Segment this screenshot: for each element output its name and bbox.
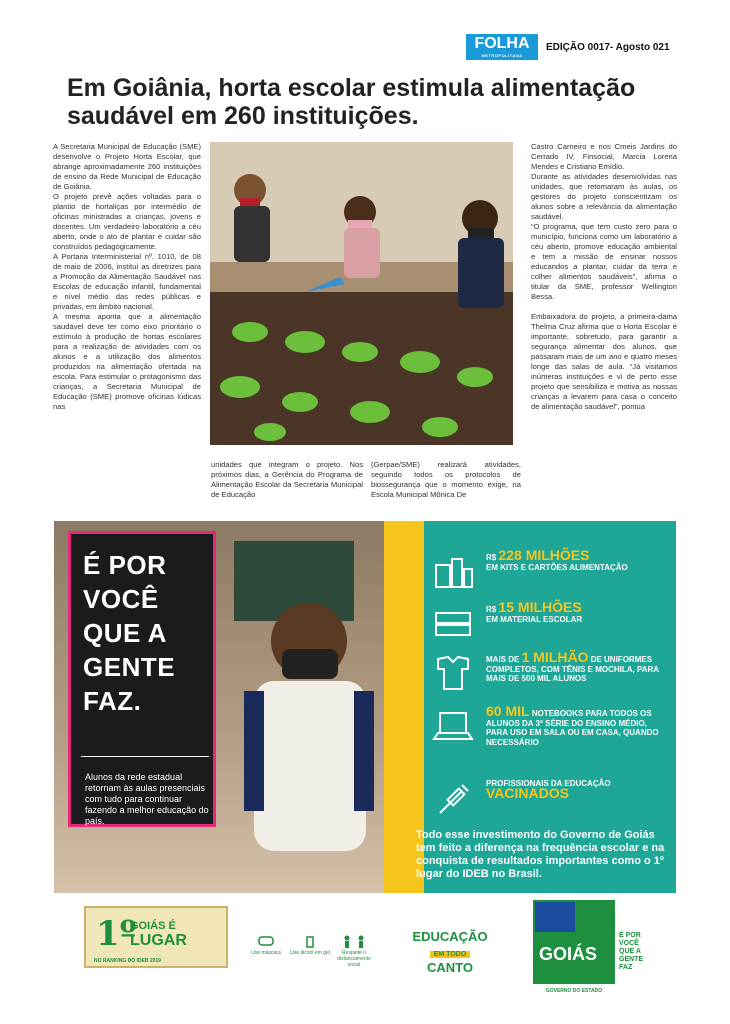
stat-value: 15 MILHÕES xyxy=(498,599,582,615)
headline xyxy=(67,74,667,130)
distancing-icon xyxy=(342,934,366,948)
slogan-line: QUE A xyxy=(83,618,167,648)
education-logo xyxy=(405,930,495,974)
alcohol-gel-icon xyxy=(300,934,320,948)
logo-subtitle: METROPOLITANA xyxy=(481,53,523,58)
tagline-line: É POR xyxy=(619,932,641,939)
goias-government-logo xyxy=(533,900,615,994)
ad-caption: Alunos da rede estadual retornam às aulas presenciais com tudo para continuar fazendo a melhor educação do país. xyxy=(85,772,209,826)
stat-item xyxy=(432,779,672,827)
article-column-4 xyxy=(531,142,677,412)
stat-prefix: PROFISSIONAIS DA EDUCAÇÃO xyxy=(486,779,611,788)
slogan-line: FAZ. xyxy=(83,686,142,716)
laptop-icon xyxy=(432,707,474,747)
headline-line-1: Em Goiânia, horta escolar estimula alimentação xyxy=(67,74,636,102)
footer-logos xyxy=(0,896,730,1006)
paragraph: O projeto prevê ações voltadas para o plantio de hortaliças por intermédio de oficinas ministradas a crianças, jovens e docentes. Um verdadeiro laboratório a céu aberto, onde o ato de plantar e cuidar são construídos pedagogicamente. xyxy=(53,192,201,251)
paragraph: Embaixadora do projeto, a primeira-dama Thelma Cruz afirma que o Horta Escolar é importante, sobretudo, para garantir a segurança alimentar dos alunos, que passaram mais de um ano e quatro meses longe das salas de aula. “Já visitamos inúmeras instituições e vi de perto esse projeto que sensibiliza e motiva as nossas crianças a levarem para casa o conceito de alimentação saudável”, pontua xyxy=(531,312,677,411)
tagline-line: FAZ xyxy=(619,964,633,971)
stat-prefix: R$ xyxy=(486,553,499,562)
porvoce-tagline xyxy=(619,932,659,972)
edu-line-1: EDUCAÇÃO xyxy=(412,929,488,944)
school-material-icon xyxy=(432,603,474,643)
children-garden-photo xyxy=(210,142,513,445)
protocol-label: Respeite o distanciamento social xyxy=(337,950,371,968)
paragraph: A Portaria Interministerial nº. 1010, de 08 de maio de 2006, instituí as diretrizes para a Promoção da Alimentação Saudável nas Escolas de educação infantil, fundamental e nível médio das redes públicas e privadas, em âmbito nacional. xyxy=(53,252,201,311)
slogan xyxy=(83,548,213,718)
paragraph: unidades que integram o projeto. Nos próximos dias, a Gerência do Programa de Alimentação Escolar da Secretaria Municipal de Educação xyxy=(211,460,363,499)
divider xyxy=(81,756,209,757)
paragraph: (Gerpae/SME) realizará atividades, seguindo todos os protocolos de biossegurança que o momento exige, na Escola Municipal Mônica De xyxy=(371,460,521,499)
paragraph: A Secretaria Municipal de Educação (SME) desenvolve o Projeto Horta Escolar, que abrange aproximadamente 260 instituições de ensino da Rede Municipal de Educação de Goiânia. xyxy=(53,142,201,191)
edu-line-2: EM TODO xyxy=(430,951,471,958)
slogan-line: É POR xyxy=(83,550,167,580)
edition-label: EDIÇÃO 0017- Agosto 021 xyxy=(546,41,670,53)
slogan-panel xyxy=(68,531,216,827)
newspaper-logo xyxy=(466,34,538,60)
garden-illustration xyxy=(210,142,513,445)
slogan-line: GENTE xyxy=(83,652,176,682)
distance-protocol xyxy=(334,934,374,968)
stat-item xyxy=(432,649,672,701)
badge-number: 1º xyxy=(96,914,137,954)
government-advertisement xyxy=(54,521,676,893)
stat-value: VACINADOS xyxy=(486,784,569,801)
paragraph: A mesma aponta que a alimentação saudável deve ter como eixo prioritário o estímulo à produção de hortas escolares para a realização de atividades com os alunos e a utilização dos alimentos produzidos na alimentação ofertada na escola. Para estimular o protagonismo das crianças, a Secretaria Municipal de Educação (SME) promove oficinas lúdicas nas xyxy=(53,312,201,411)
slogan-line: VOCÊ xyxy=(83,584,159,614)
paragraph: Durante as atividades desenvolvidas nas unidades, que retomaram às aulas, os gestores do projeto conscientizam os alunos sobre a relevância da alimentação saudável. xyxy=(531,172,677,221)
stat-text: EM MATERIAL ESCOLAR xyxy=(486,614,583,624)
syringe-icon xyxy=(432,779,474,819)
tagline-line: GENTE xyxy=(619,956,644,963)
edu-line-3: CANTO xyxy=(427,960,473,975)
stat-text: EM KITS E CARTÕES ALIMENTAÇÃO xyxy=(486,562,628,572)
flag-icon xyxy=(535,902,575,932)
mask-icon xyxy=(256,934,276,948)
mask-protocol xyxy=(246,934,286,956)
stat-value: 60 MIL xyxy=(486,703,530,719)
ad-bottom-text: Todo esse investimento do Governo de Goiás tem feito a diferença na frequência escolar e na conquista de resultados importantes como o 1º lugar do IDEB no Brasil. xyxy=(416,829,665,880)
food-kit-icon xyxy=(432,551,474,591)
uniform-icon xyxy=(432,653,474,693)
article-column-2 xyxy=(211,460,363,500)
stat-prefix: R$ xyxy=(486,605,499,614)
goias-name: GOIÁS xyxy=(539,944,598,964)
stat-prefix: MAIS DE xyxy=(486,655,522,664)
tagline-line: VOCÊ xyxy=(619,940,639,947)
badge-line-1: GOIÁS É xyxy=(130,920,176,932)
article-column-1 xyxy=(53,142,201,412)
stat-text: NOTEBOOKS PARA TODOS OS ALUNOS DA 3ª SÉRIE DO ENSINO MÉDIO, PARA USO EM SALA OU EM CASA, QUANDO NECESSÁRIO xyxy=(486,709,659,747)
paragraph: “O programa, que tem custo zero para o município, funciona como um laboratório a céu aberto, promove educação ambiental e tem a missão de ensinar nossos educandos a plantar, cuidar da terra e colher alimentos saudáveis”, afirma o titular da SME, professor Wellington Bessa. xyxy=(531,222,677,301)
government-label: GOVERNO DO ESTADO xyxy=(545,988,603,994)
stat-value: 1 MILHÃO xyxy=(521,649,589,665)
tagline-line: QUE A xyxy=(619,948,641,955)
stat-value: 228 MILHÕES xyxy=(498,547,590,563)
headline-line-2: saudável em 260 instituições. xyxy=(67,102,419,130)
stat-item xyxy=(432,599,672,651)
protocol-label: Use máscara xyxy=(251,950,281,956)
ideb-badge xyxy=(84,906,228,968)
logo-text: FOLHA xyxy=(474,35,530,52)
stat-item xyxy=(432,547,672,599)
stat-text: DE UNIFORMES COMPLETOS, COM TÊNIS E MOCHILA, PARA MAIS DE 500 MIL ALUNOS xyxy=(486,655,659,683)
protocol-label: Use álcool em gel xyxy=(290,950,330,956)
stat-item xyxy=(432,703,672,755)
masthead xyxy=(466,34,670,60)
badge-line-2: LUGAR xyxy=(130,932,187,949)
article-column-3 xyxy=(371,460,521,500)
gel-protocol xyxy=(290,934,330,956)
paragraph: Castro Carneiro e nos Cmeis Jardins do Cerrado IV, Finsocial, Marcia Lorena Mendes e Cristiano Emídio. xyxy=(531,142,677,171)
badge-line-3: NO RANKING DO IDEB 2019 xyxy=(94,958,161,964)
